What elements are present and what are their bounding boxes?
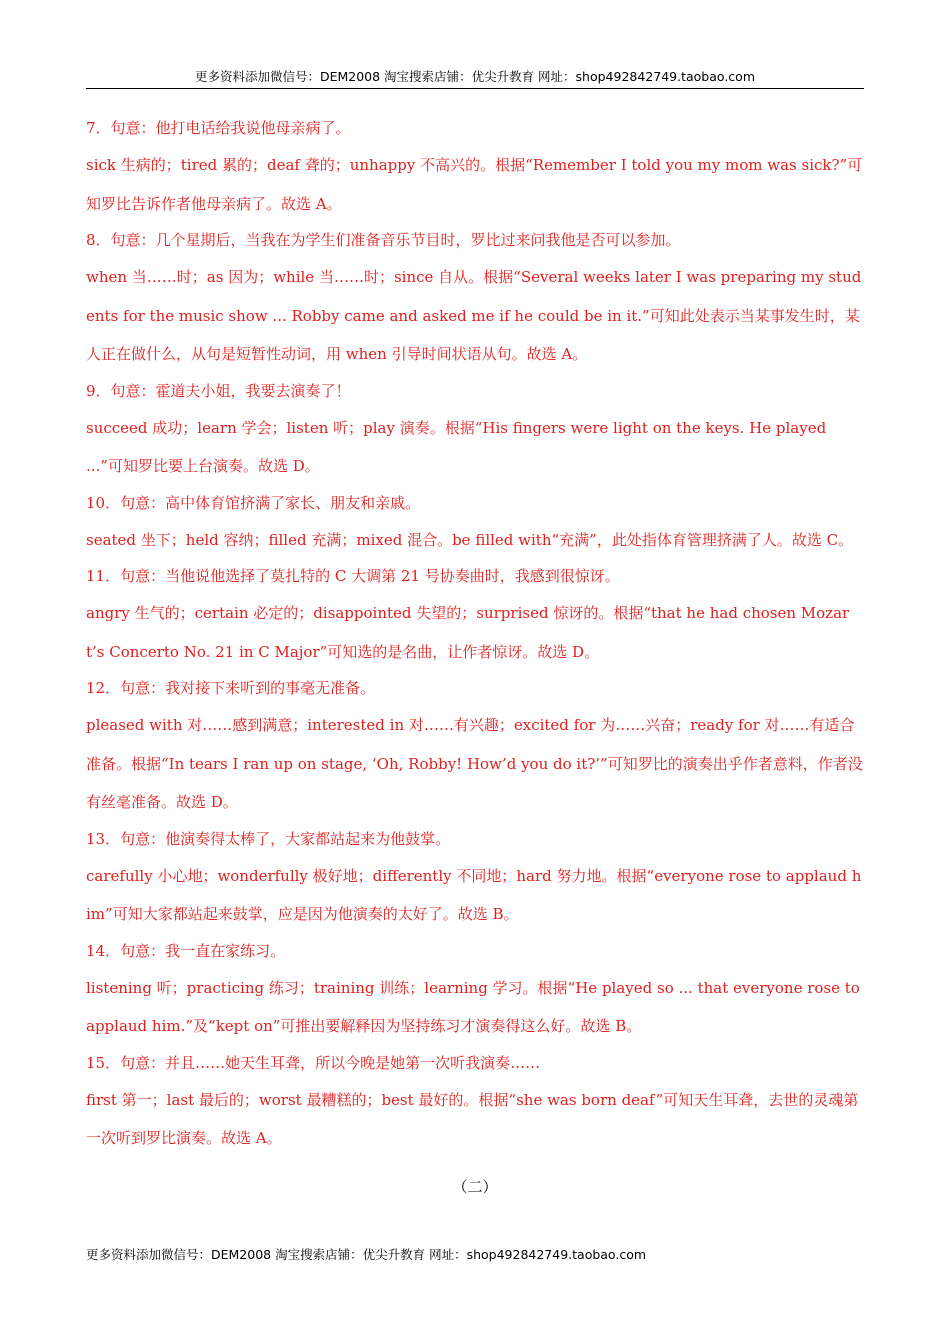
question-9-explanation: succeed 成功；learn 学会；listen 听；play 演奏。根据“His fingers were light on the keys. He played ...”可知罗比要上台演奏。故选 D。 (86, 418, 827, 475)
question-15-meaning: 15．句意：并且……她天生耳聋，所以今晚是她第一次听我演奏…… (86, 1053, 541, 1072)
page-footer: 更多资料添加微信号：DEM2008 淘宝搜索店铺：优尖升教育 网址：shop492842749.taobao.com (86, 1247, 647, 1262)
question-7-meaning: 7．句意：他打电话给我说他母亲病了。 (86, 119, 351, 137)
question-11-explanation: angry 生气的；certain 必定的；disappointed 失望的；surprised 惊讶的。根据“that he had chosen Mozart’s Concerto No. 21 in C Major”可知选的是名曲，让作者惊讶。故选 D。 (86, 604, 850, 661)
question-10-explanation: seated 坐下；held 容纳；filled 充满；mixed 混合。be filled with“充满”，此处指体育管理挤满了人。故选 C。 (86, 530, 854, 549)
question-9-meaning: 9．句意：霍道夫小姐，我要去演奏了！ (86, 381, 351, 400)
question-8-meaning: 8．句意：几个星期后，当我在为学生们准备音乐节目时，罗比过来问我他是否可以参加。 (86, 231, 681, 249)
question-12-meaning: 12．句意：我对接下来听到的事毫无准备。 (86, 679, 376, 697)
question-7-explanation: sick 生病的；tired 累的；deaf 聋的；unhappy 不高兴的。根据“Remember I told you my mom was sick?”可知罗比告诉作者他母亲病了。故选 A。 (86, 156, 863, 213)
question-13-explanation: carefully 小心地；wonderfully 极好地；differently 不同地；hard 努力地。根据“everyone rose to applaud him”可知大家都站起来鼓掌，应是因为他演奏的太好了。故选 B。 (86, 866, 862, 923)
question-11-meaning: 11．句意：当他说他选择了莫扎特的 C 大调第 21 号协奏曲时，我感到很惊讶。 (86, 567, 620, 585)
question-10-meaning: 10．句意：高中体育馆挤满了家长、朋友和亲戚。 (86, 493, 421, 512)
question-12-explanation: pleased with 对……感到满意；interested in 对……有兴趣；excited for 为……兴奋；ready for 对……有适合准备。根据“In tears I ran up on stage, ‘Oh, Robby! How’d you do it?’”可知罗比的演奏出乎作者意料，作者没有丝毫准备。故选 D。 (86, 716, 863, 811)
question-13-meaning: 13．句意：他演奏得太棒了，大家都站起来为他鼓掌。 (86, 829, 451, 848)
question-15-explanation: first 第一；last 最后的；worst 最糟糕的；best 最好的。根据“she was born deaf”可知天生耳聋，去世的灵魂第一次听到罗比演奏。故选 A。 (86, 1090, 859, 1147)
question-14-explanation: listening 听；practicing 练习；training 训练；learning 学习。根据“He played so ... that everyone rose to applaud him.”及“kept on”可推出要解释因为坚持练习才演奏得这么好。故选 B。 (86, 978, 860, 1035)
section-title: （二） (452, 1178, 498, 1196)
question-14-meaning: 14．句意：我一直在家练习。 (86, 941, 286, 960)
question-8-explanation: when 当……时；as 因为；while 当……时；since 自从。根据“Several weeks later I was preparing my students for the music show ... Robby came and asked me if he could be in it.”可知此处表示当某事发生时，某人正在做什么，从句是短暂性动词，用 when 引导时间状语从句。故选 A。 (86, 268, 862, 363)
answer-explanations (86, 111, 866, 1158)
page-header: 更多资料添加微信号：DEM2008 淘宝搜索店铺：优尖升教育 网址：shop492842749.taobao.com (86, 66, 864, 89)
